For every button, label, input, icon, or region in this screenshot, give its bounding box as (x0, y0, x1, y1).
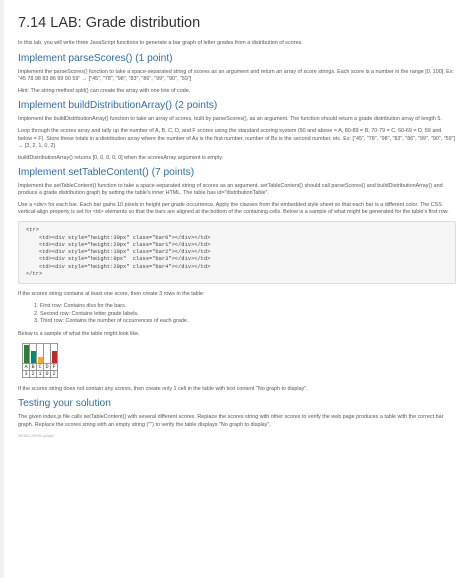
letter-label: B (31, 364, 35, 371)
counts-row (23, 371, 58, 378)
sample-code-block: <tr> <td><div style="height:30px" class="bar0"></div></td> <td><div style="height:20px" class="bar1"></div></td> <td><div style="height:10px" class="bar2"></div></td> <td><div style="height:0px" class="bar3"></div></td> <td><div style="height:20px" class="bar4"></div></td> </tr> (18, 221, 456, 284)
build-empty-note: buildDistributionArray() returns [0, 0, 0, 0, 0] when the scoresArray argument is empty. (18, 154, 224, 161)
table-rows-list (40, 303, 456, 325)
parse-description: Implement the parseScores() function to take a space-separated string of scores as an argument and return an array of score strings. Each score is a number in the range [0, 100]. Ex: "45 78 98 83 86 99 90 59" → ["45", "78", "98", "83", "86", "99", "90", "59"] (18, 69, 454, 83)
list-item: 2. Second row: Contains letter grade labels. (40, 311, 456, 318)
bar-cell (23, 344, 30, 364)
letter-label: C (38, 364, 42, 371)
bar-cell (51, 344, 58, 364)
section-heading-parse: Implement parseScores() (1 point) (18, 53, 173, 65)
footer-id: 987463.1754756.qx3zqy7 (18, 433, 55, 438)
count-label: 3 (24, 371, 28, 378)
count-label: 2 (52, 371, 56, 378)
letter-label: A (24, 364, 28, 371)
bar-cell (37, 344, 44, 364)
section-heading-table: Implement setTableContent() (7 points) (18, 166, 195, 178)
sample-table-intro: Below is a sample of what the table might look like. (18, 331, 140, 338)
letter-label: D (45, 364, 49, 371)
no-graph-note: If the scores string does not contain any scores, then create only 1 cell in the table with text content "No graph to display". (18, 386, 308, 393)
bar-b (31, 351, 36, 363)
page-title: 7.14 LAB: Grade distribution (18, 15, 201, 31)
section-heading-testing: Testing your solution (18, 398, 111, 410)
count-label: 2 (31, 371, 35, 378)
intro-text: In this lab, you will write three JavaScript functions to generate a bar graph of letter grades from a distribution of scores. (18, 40, 303, 46)
count-label: 1 (38, 371, 42, 378)
table-bar-description: Use a <div> for each bar. Each bar gains 10 pixels in height per grade occurrence. Apply the classes from the embedded style sheet so that each bar is a different color. The CSS vertical-align property is set for <td> elements so that the bars are aligned at the bottom of the containing cells. Below is a sample of what might be generated for the table's first row. (18, 202, 449, 216)
build-loop-description: Loop through the scores array and tally up the number of A, B, C, D, and F scores using the standard scoring system (90 and above = A, 80-89 = B, 70-79 = C, 60-69 = D, 59 and below = F). Store these totals in a distribution array where the number of As is the first number, number of Bs is the second number, etc. Ex: ["45", "78", "98", "83", "86", "99", "90", "59"] → [3, 2, 1, 0, 2] (18, 128, 456, 149)
build-description: Implement the buildDistributionArray() function to take an array of scores, built by parseScores(), as an argument. The function should return a grade distribution array of length 5. (18, 116, 442, 123)
count-label: 0 (45, 371, 49, 378)
bar-c (38, 357, 43, 363)
letters-row (23, 364, 58, 371)
letter-label: F (52, 364, 56, 371)
table-rows-intro: If the scores string contains at least one score, then create 3 rows in the table: (18, 291, 205, 298)
parse-hint: Hint: The string method split() can create the array with one line of code. (18, 88, 191, 95)
testing-description: The given index.js file calls setTableContent() with several different scores. Replace the scores string with other scores to verify the web page produces a table with the correct bar graph. Replace the scores string with an empty string ("") to verify the table displays "No graph to display". (18, 414, 444, 428)
bar-cell (44, 344, 51, 364)
list-item: 3. Third row: Contains the number of occurrences of each grade. (40, 318, 456, 325)
sample-distribution-table (22, 343, 58, 378)
bars-row (23, 344, 58, 364)
bar-cell (30, 344, 37, 364)
list-item: 1. First row: Contains divs for the bars. (40, 303, 456, 310)
section-heading-build: Implement buildDistributionArray() (2 points) (18, 100, 218, 112)
table-description: Implement the setTableContent() function to take a space-separated string of scores as an argument. setTableContent() should call parseScores() and buildDistributionArray() and produce a grade distribution graph by setting the table's inner HTML. The table has id="distributionTable". (18, 182, 443, 196)
bar-f (52, 351, 57, 363)
sample-grade-graph (22, 343, 60, 378)
bar-a (24, 345, 29, 363)
